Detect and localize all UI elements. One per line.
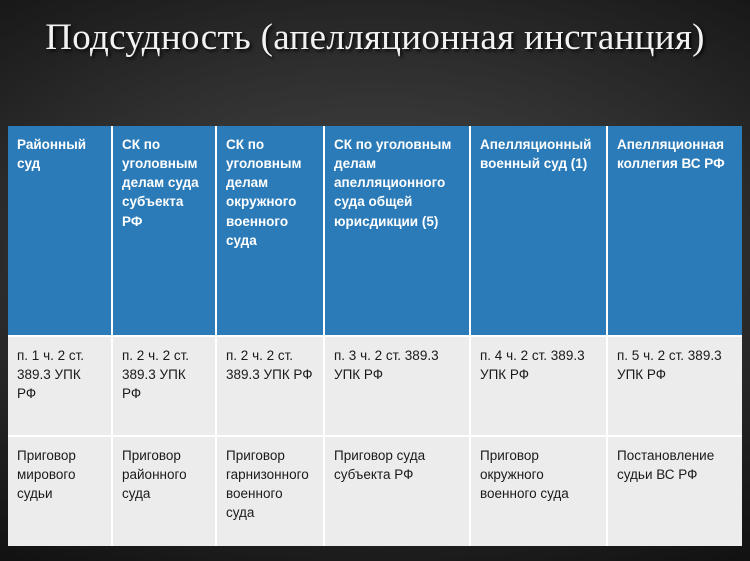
cell-act-6: Постановление судьи ВС РФ [607, 436, 742, 546]
cell-act-2: Приговор районного суда [112, 436, 216, 546]
cell-article-3: п. 2 ч. 2 ст. 389.3 УПК РФ [216, 336, 324, 436]
column-header-appellate-general-jurisdiction-court: СК по уголовным делам апелляционного суда общей юрисдикции (5) [324, 126, 470, 336]
column-header-district-court: Районный суд [8, 126, 112, 336]
cell-act-5: Приговор окружного военного суда [470, 436, 607, 546]
jurisdiction-table-container [8, 126, 742, 546]
cell-act-3: Приговор гарнизонного военного суда [216, 436, 324, 546]
table-row-articles [8, 336, 742, 436]
cell-article-6: п. 5 ч. 2 ст. 389.3 УПК РФ [607, 336, 742, 436]
column-header-appellate-collegium-supreme-court: Апелляционная коллегия ВС РФ [607, 126, 742, 336]
cell-article-4: п. 3 ч. 2 ст. 389.3 УПК РФ [324, 336, 470, 436]
column-header-subject-court-collegium: СК по уголовным делам суда субъекта РФ [112, 126, 216, 336]
cell-article-2: п. 2 ч. 2 ст. 389.3 УПК РФ [112, 336, 216, 436]
column-header-appellate-military-court: Апелляционный военный суд (1) [470, 126, 607, 336]
cell-article-5: п. 4 ч. 2 ст. 389.3 УПК РФ [470, 336, 607, 436]
jurisdiction-table [8, 126, 742, 546]
table-row-acts [8, 436, 742, 546]
cell-act-1: Приговор мирового судьи [8, 436, 112, 546]
column-header-district-military-court-collegium: СК по уголовным делам окружного военного суда [216, 126, 324, 336]
table-header-row [8, 126, 742, 336]
page-title: Подсудность (апелляционная инстанция) [45, 17, 705, 58]
cell-act-4: Приговор суда субъекта РФ [324, 436, 470, 546]
cell-article-1: п. 1 ч. 2 ст. 389.3 УПК РФ [8, 336, 112, 436]
